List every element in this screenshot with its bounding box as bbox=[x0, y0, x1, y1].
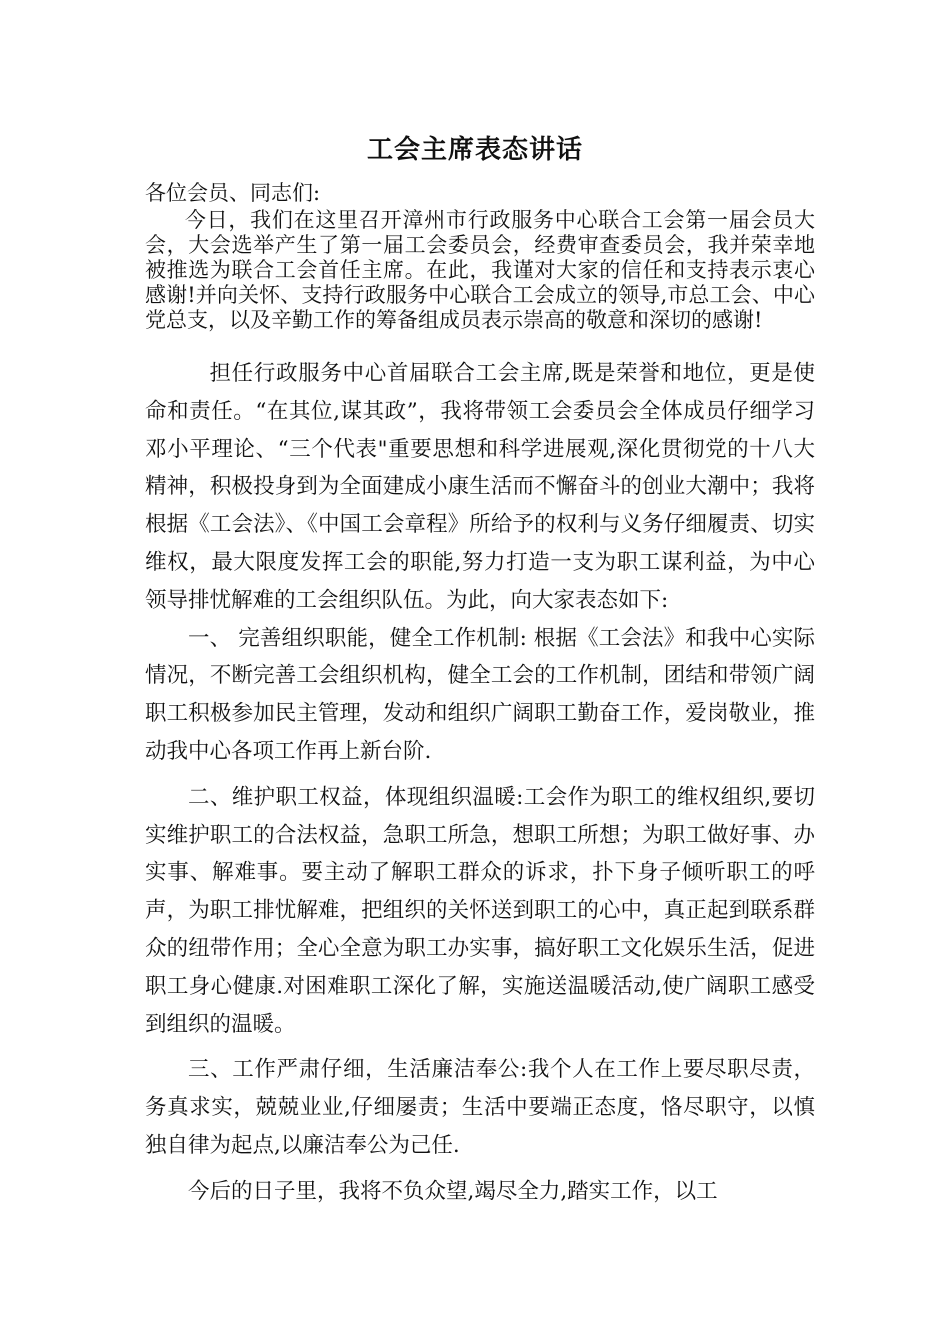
paragraph-point-three: 三、工作严肃仔细，生活廉洁奉公:我个人在工作上要尽职尽责，务真求实，兢兢业业,仔细屡责；生活中要端正态度，恪尽职守，以慎独自律为起点,以廉洁奉公为己任. bbox=[145, 1057, 815, 1158]
paragraph-responsibility: 担任行政服务中心首届联合工会主席,既是荣誉和地位，更是使命和责任。“在其位,谋其政”，我将带领工会委员会全体成员仔细学习邓小平理论、“三个代表"重要思想和科学进展观,深化贯彻党的十八大精神，积极投身到为全面建成小康生活而不懈奋斗的创业大潮中；我将根据《工会法》、《中国工会章程》所给予的权利与义务仔细履责、切实维权，最大限度发挥工会的职能,努力打造一支为职工谋利益，为中心领导排忧解难的工会组织队伍。为此，向大家表态如下: bbox=[145, 361, 815, 613]
body-text bbox=[145, 355, 815, 1211]
paragraph-opening: 今日，我们在这里召开漳州市行政服务中心联合工会第一届会员大会，大会选举产生了第一届工会委员会，经费审查委员会，我并荣幸地被推选为联合工会首任主席。在此，我谨对大家的信任和支持表示衷心感谢!并向关怀、支持行政服务中心联合工会成立的领导,市总工会、中心党总支，以及辛勤工作的筹备组成员表示崇高的敬意和深切的感谢! bbox=[145, 208, 815, 332]
paragraph-point-one: 一、 完善组织职能，健全工作机制: 根据《工会法》和我中心实际情况，不断完善工会组织机构，健全工会的工作机制，团结和带领广阔职工积极参加民主管理，发动和组织广阔职工勤奋工作，爱岗敬业，推动我中心各项工作再上新台阶. bbox=[145, 625, 815, 764]
salutation: 各位会员、同志们: bbox=[145, 181, 321, 205]
paragraph-point-two: 二、维护职工权益，体现组织温暖:工会作为职工的维权组织,要切实维护职工的合法权益，急职工所急，想职工所想；为职工做好事、办实事、解难事。要主动了解职工群众的诉求，扑下身子倾听职工的呼声，为职工排忧解难，把组织的关怀送到职工的心中，真正起到联系群众的纽带作用；全心全意为职工办实事，搞好职工文化娱乐生活，促进职工身心健康.对困难职工深化了解，实施送温暖活动,使广阔职工感受到组织的温暖。 bbox=[145, 784, 815, 1037]
document-title: 工会主席表态讲话 bbox=[366, 135, 583, 165]
paragraph-closing: 今后的日子里，我将不负众望,竭尽全力,踏实工作，以工 bbox=[188, 1178, 718, 1204]
